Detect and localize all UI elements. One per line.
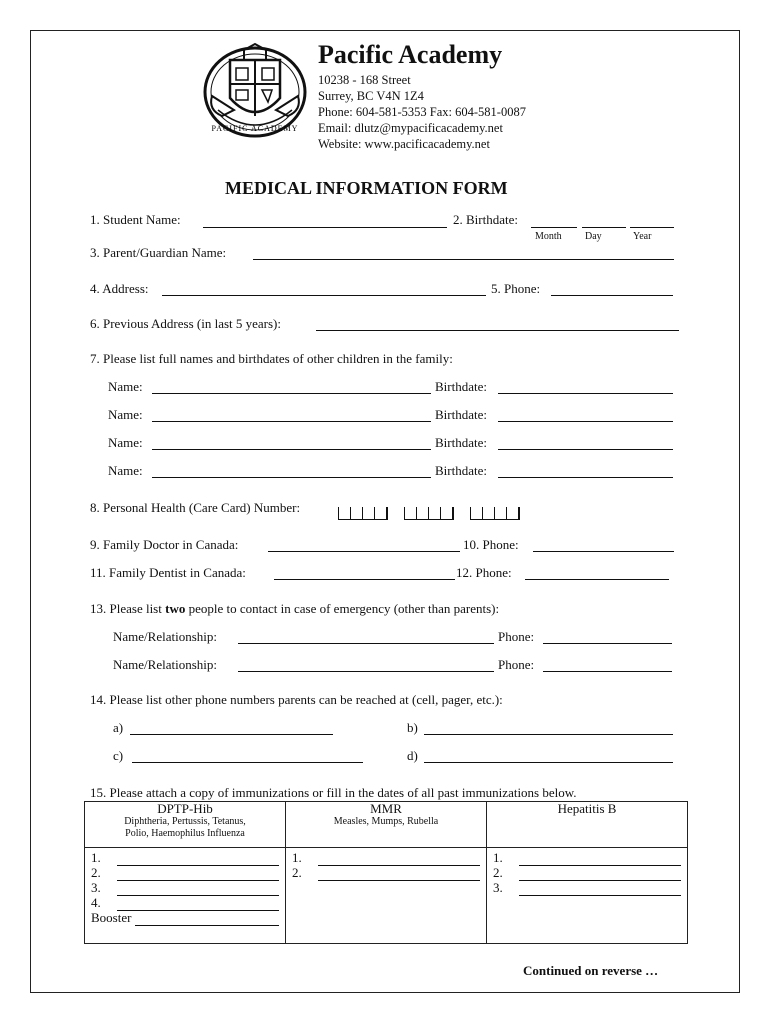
child-name-field[interactable] [152,449,431,450]
school-website: Website: www.pacificacademy.net [318,137,490,151]
svg-text:PACIFIC ACADEMY: PACIFIC ACADEMY [211,124,299,133]
phone-c-field[interactable] [132,762,363,763]
label-address: 4. Address: [90,281,149,296]
dptp-hib-date-2[interactable]: 2. [91,866,279,881]
label-child-birthdate: Birthdate: [435,463,487,478]
care-card-number-boxes[interactable] [338,502,520,515]
address-field[interactable] [162,295,486,296]
label-parent-name: 3. Parent/Guardian Name: [90,245,227,260]
school-email: Email: dlutz@mypacificacademy.net [318,121,503,135]
child-birthdate-field[interactable] [498,449,673,450]
label-child-birthdate: Birthdate: [435,407,487,422]
birth-month-field[interactable] [531,227,577,228]
label-dentist-phone: 12. Phone: [456,565,512,580]
care-card-group-2 [404,502,454,520]
continued-on-reverse: Continued on reverse … [523,963,659,978]
child-birthdate-field[interactable] [498,477,673,478]
previous-address-field[interactable] [316,330,679,331]
school-address-line1: 10238 - 168 Street [318,73,411,87]
label-child-birthdate: Birthdate: [435,379,487,394]
emergency-name-field[interactable] [238,643,494,644]
hepatitis-b-date-3[interactable]: 3. [493,881,681,896]
label-name-relationship: Name/Relationship: [113,629,217,644]
phone-b-field[interactable] [424,734,673,735]
family-doctor-field[interactable] [268,551,460,552]
label-immunizations: 15. Please attach a copy of immunizations or fill in the dates of all past immunizations below. [90,785,577,800]
dptp-hib-dates [85,848,286,944]
label-emergency-contacts: 13. Please list two people to contact in case of emergency (other than parents): [90,601,500,616]
label-year: Year [633,231,652,242]
label-birthdate: 2. Birthdate: [453,212,518,227]
hepatitis-b-date-2[interactable]: 2. [493,866,681,881]
label-phone-a: a) [113,720,124,735]
child-name-field[interactable] [152,421,431,422]
dptp-hib-date-4[interactable]: 4. [91,896,279,911]
parent-name-field[interactable] [253,259,674,260]
child-name-field[interactable] [152,393,431,394]
child-birthdate-field[interactable] [498,421,673,422]
label-phone: 5. Phone: [491,281,541,296]
label-day: Day [585,231,602,242]
care-card-group-1 [338,502,388,520]
label-care-card: 8. Personal Health (Care Card) Number: [90,500,301,515]
label-name-relationship: Name/Relationship: [113,657,217,672]
birth-year-field[interactable] [630,227,674,228]
label-child-name: Name: [108,407,143,422]
label-child-name: Name: [108,435,143,450]
school-phone-fax: Phone: 604-581-5353 Fax: 604-581-0087 [318,105,526,119]
dptp-hib-date-1[interactable]: 1. [91,851,279,866]
hepatitis-b-dates [487,848,688,944]
dentist-phone-field[interactable] [525,579,669,580]
school-crest-logo [200,40,310,140]
mmr-date-1[interactable]: 1. [292,851,480,866]
dptp-hib-booster[interactable]: Booster [91,911,279,926]
mmr-header: MMR Measles, Mumps, Rubella [286,802,487,848]
label-family-doctor: 9. Family Doctor in Canada: [90,537,239,552]
mmr-date-2[interactable]: 2. [292,866,480,881]
emergency-phone-field[interactable] [543,671,672,672]
label-child-name: Name: [108,463,143,478]
emergency-phone-field[interactable] [543,643,672,644]
phone-field[interactable] [551,295,673,296]
label-phone-c: c) [113,748,124,763]
form-title: MEDICAL INFORMATION FORM [225,178,508,198]
hepatitis-b-date-1[interactable]: 1. [493,851,681,866]
label-other-phones: 14. Please list other phone numbers parents can be reached at (cell, pager, etc.): [90,692,503,707]
child-name-field[interactable] [152,477,431,478]
child-birthdate-field[interactable] [498,393,673,394]
mmr-dates [286,848,487,944]
label-child-birthdate: Birthdate: [435,435,487,450]
student-name-field[interactable] [203,227,447,228]
label-other-children: 7. Please list full names and birthdates of other children in the family: [90,351,453,366]
hepatitis-b-header: Hepatitis B [487,802,688,848]
doctor-phone-field[interactable] [533,551,674,552]
label-student-name: 1. Student Name: [90,212,181,227]
label-month: Month [535,231,562,242]
family-dentist-field[interactable] [274,579,455,580]
school-address-line2: Surrey, BC V4N 1Z4 [318,89,424,103]
label-doctor-phone: 10. Phone: [463,537,519,552]
label-phone-b: b) [407,720,418,735]
school-name: Pacific Academy [318,40,503,69]
label-child-name: Name: [108,379,143,394]
care-card-group-3 [470,502,520,520]
label-emergency-phone: Phone: [498,657,535,672]
label-emergency-phone: Phone: [498,629,535,644]
immunization-table [84,801,688,944]
label-family-dentist: 11. Family Dentist in Canada: [90,565,246,580]
dptp-hib-date-3[interactable]: 3. [91,881,279,896]
emergency-name-field[interactable] [238,671,494,672]
label-previous-address: 6. Previous Address (in last 5 years): [90,316,282,331]
phone-a-field[interactable] [130,734,333,735]
birth-day-field[interactable] [582,227,626,228]
label-phone-d: d) [407,748,418,763]
dptp-hib-header: DPTP-Hib Diphtheria, Pertussis, Tetanus, Polio, Haemophilus Influenza [85,802,286,848]
phone-d-field[interactable] [424,762,673,763]
